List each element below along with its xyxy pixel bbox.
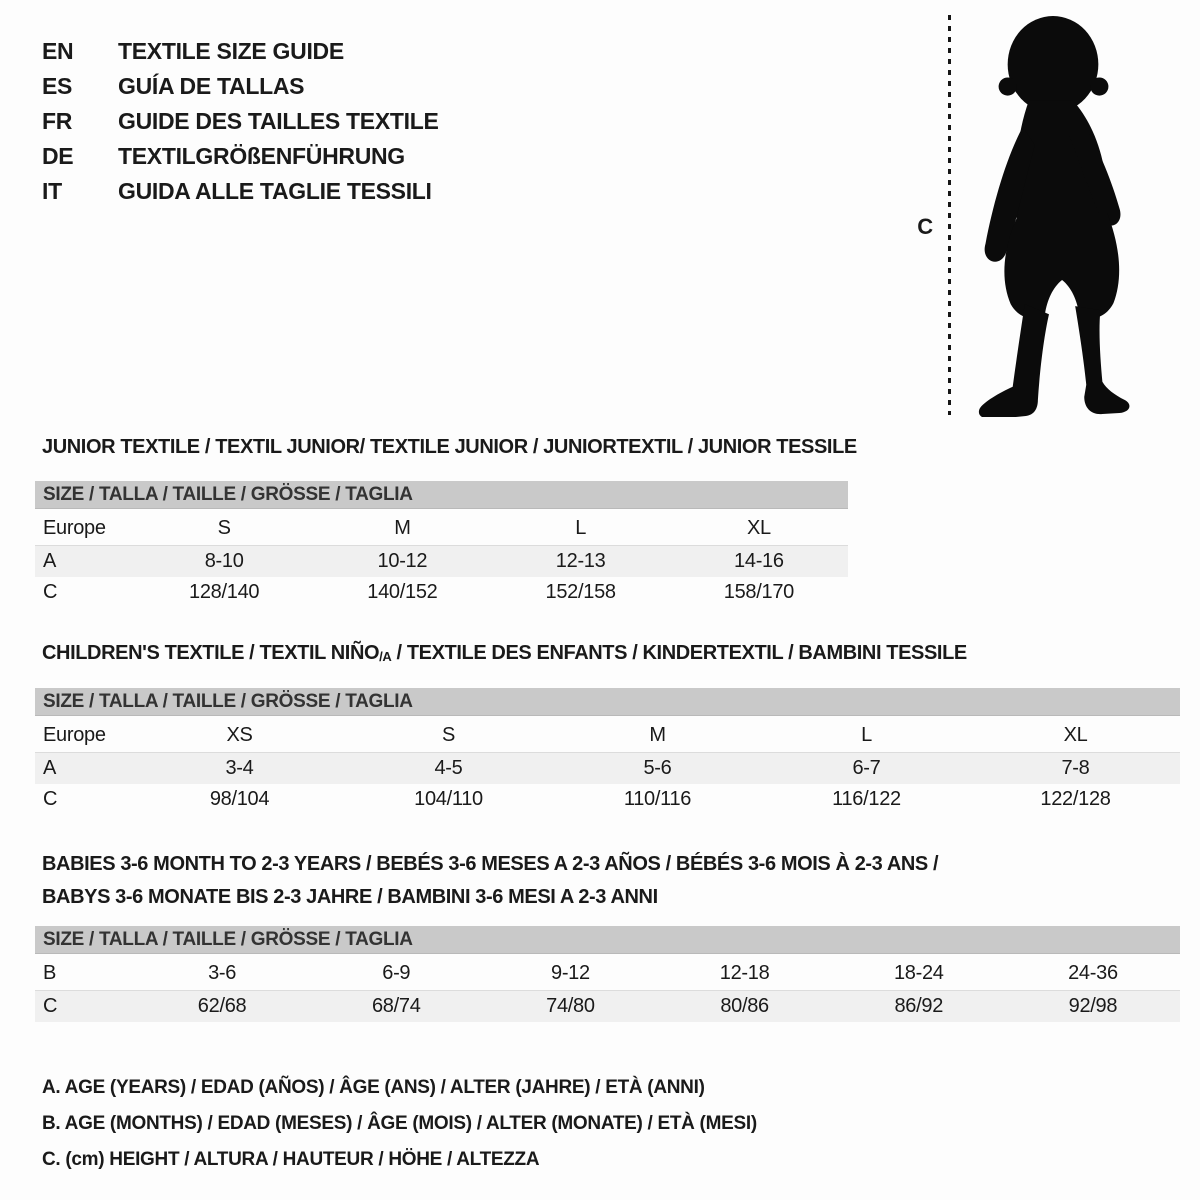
row-label: A [43,550,57,572]
size-cell: L [861,724,872,746]
height-cell: 86/92 [894,995,944,1017]
legend-line-a: A. AGE (YEARS) / EDAD (AÑOS) / ÂGE (ANS) / ALTER (JAHRE) / ETÀ (ANNI) [42,1077,705,1098]
language-list [42,34,439,209]
children-title-suffix: / TEXTILE DES ENFANTS / KINDERTEXTIL / BAMBINI TESSILE [391,642,967,664]
size-cell: S [441,724,456,746]
table-row [35,511,848,546]
age-cell: 4-5 [434,757,463,779]
language-row-es [42,69,439,104]
height-cell: 74/80 [546,995,595,1017]
babies-size-table [35,926,1180,1022]
size-cell: M [394,517,411,539]
size-cell: M [649,724,666,746]
row-label: A [43,757,57,779]
row-label: Europe [43,517,106,539]
age-cell: 5-6 [643,757,672,779]
language-title: TEXTILGRÖßENFÜHRUNG [118,143,405,169]
language-code: ES [42,73,73,99]
size-cell: S [217,517,231,539]
size-cell: XL [746,517,771,539]
age-cell: 8-10 [204,550,244,572]
height-cell: 116/122 [832,788,901,810]
height-cell: 158/170 [723,581,794,603]
language-code: DE [42,143,74,169]
table-row [35,718,1180,753]
height-cell: 80/86 [720,995,769,1017]
age-cell: 3-6 [208,962,237,984]
children-section-title [42,642,967,665]
table-row [35,753,1180,784]
language-row-fr [42,104,439,139]
height-cell: 140/152 [367,581,438,603]
baby-silhouette-icon [964,14,1140,417]
junior-section-title: JUNIOR TEXTILE / TEXTIL JUNIOR/ TEXTILE JUNIOR / JUNIORTEXTIL / JUNIOR TESSILE [42,436,857,458]
height-cell: 62/68 [197,995,247,1017]
height-cell: 152/158 [545,581,616,603]
age-cell: 18-24 [893,962,944,984]
babies-title-line1: BABIES 3-6 MONTH TO 2-3 YEARS / BEBÉS 3-6 MESES A 2-3 AÑOS / BÉBÉS 3-6 MOIS À 2-3 ANS / [42,853,939,875]
height-cell: 92/98 [1068,995,1118,1017]
language-title: GUIDE DES TAILLES TEXTILE [118,108,439,134]
size-cell: XS [226,724,253,746]
legend-line-b: B. AGE (MONTHS) / EDAD (MESES) / ÂGE (MOIS) / ALTER (MONATE) / ETÀ (MESI) [42,1113,757,1134]
babies-title-line2: BABYS 3-6 MONATE BIS 2-3 JAHRE / BAMBINI 3-6 MESI A 2-3 ANNI [42,886,658,908]
children-title-prefix: CHILDREN'S TEXTILE / TEXTIL NIÑO [42,642,380,664]
age-cell: 6-9 [382,962,411,984]
legend-line-c: C. (cm) HEIGHT / ALTURA / HAUTEUR / HÖHE / ALTEZZA [42,1149,540,1170]
row-label: Europe [43,724,106,746]
junior-size-table [35,481,848,608]
row-label: B [43,962,57,984]
table-row [35,784,1180,815]
age-cell: 6-7 [852,757,881,779]
table-row [35,577,848,608]
language-title: TEXTILE SIZE GUIDE [118,38,344,64]
height-cell: 104/110 [414,788,483,810]
height-cell: 128/140 [189,581,260,603]
children-title-subscript: /A [379,649,392,664]
height-cell: 68/74 [371,995,421,1017]
measure-legend [42,1070,757,1178]
height-cell: 122/128 [1040,788,1111,810]
size-header-bar: SIZE / TALLA / TAILLE / GRÖSSE / TAGLIA [35,481,848,509]
language-row-de [42,139,439,174]
size-cell: XL [1063,724,1088,746]
age-cell: 9-12 [551,962,590,984]
age-cell: 14-16 [734,550,784,572]
row-label: C [43,788,58,810]
age-cell: 12-18 [719,962,770,984]
language-title: GUIDA ALLE TAGLIE TESSILI [118,178,432,204]
babies-section-title [42,848,938,914]
table-row [35,956,1180,991]
age-cell: 12-13 [555,550,606,572]
height-measure-label: C [917,214,933,239]
size-cell: L [575,517,587,539]
table-row [35,991,1180,1022]
language-code: EN [42,38,74,64]
language-code: FR [42,108,73,134]
language-row-en [42,34,439,69]
height-measure-figure [900,0,1200,440]
height-dashed-line [948,15,951,415]
height-cell: 110/116 [623,788,692,810]
language-code: IT [42,178,62,204]
row-label: C [43,995,58,1017]
language-title: GUÍA DE TALLAS [118,73,305,99]
age-cell: 3-4 [225,757,254,779]
age-cell: 24-36 [1068,962,1118,984]
age-cell: 7-8 [1061,757,1090,779]
table-row [35,546,848,577]
language-row-it [42,174,439,209]
age-cell: 10-12 [377,550,428,572]
size-header-bar: SIZE / TALLA / TAILLE / GRÖSSE / TAGLIA [35,926,1180,954]
height-cell: 98/104 [209,788,270,810]
children-size-table [35,688,1180,815]
row-label: C [43,581,58,603]
size-header-bar: SIZE / TALLA / TAILLE / GRÖSSE / TAGLIA [35,688,1180,716]
